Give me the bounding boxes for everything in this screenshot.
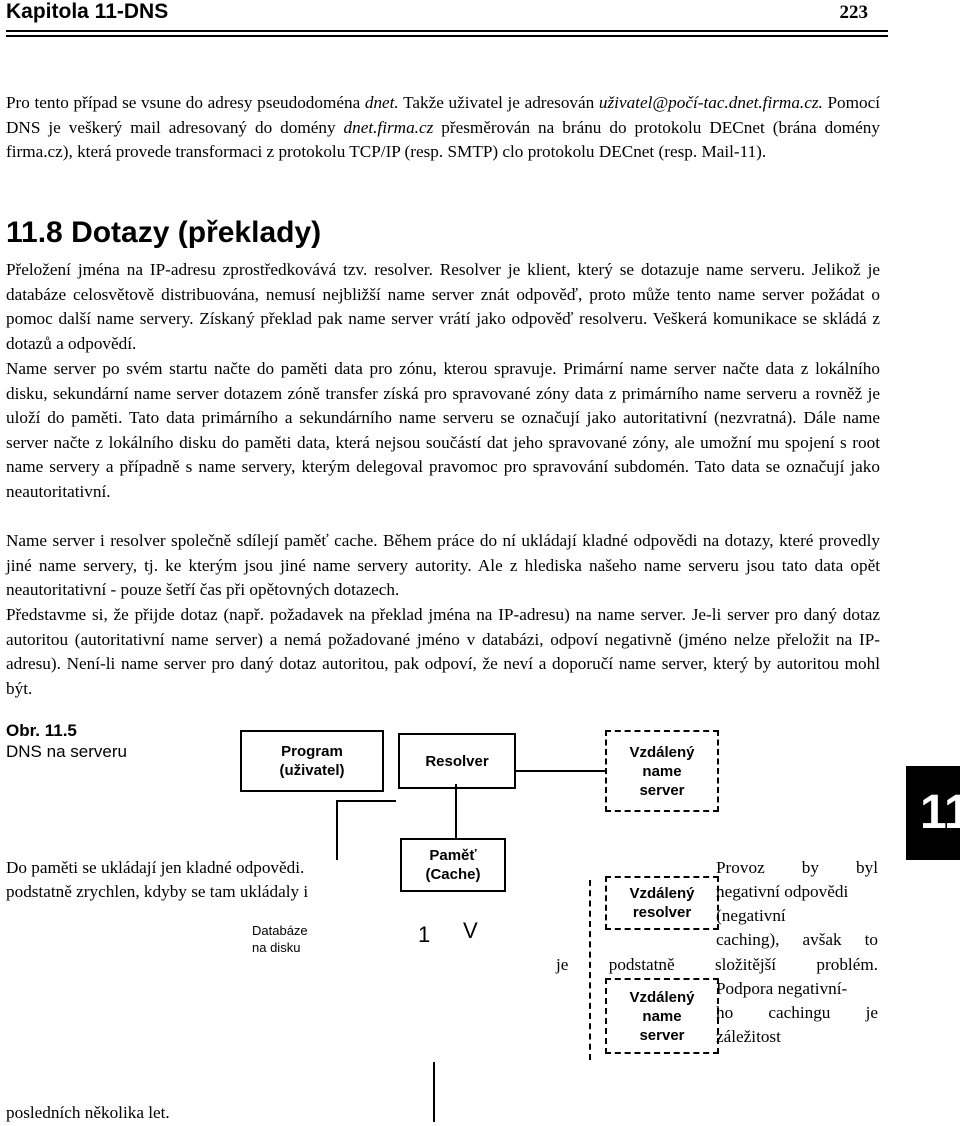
- resolver-box: Resolver: [398, 733, 516, 789]
- overlay-right-line-7: ho cachingu je: [716, 1003, 878, 1022]
- mark-v: V: [463, 918, 478, 943]
- line-resolver-remote: [515, 770, 605, 772]
- overlay-right-line-6: Podpora negativní-: [716, 979, 848, 998]
- figure-caption: DNS na serveru: [6, 742, 127, 761]
- overlay-left-line-1: Do paměti se ukládají jen kladné odpovědi.: [6, 858, 305, 877]
- program-user-box: Program (uživatel): [240, 730, 384, 792]
- line-program-down: [336, 800, 338, 860]
- page-number: 223: [839, 2, 868, 23]
- remote-name-server-bottom-box: Vzdálený name server: [605, 978, 719, 1054]
- section-heading: 11.8 Dotazy (překlady): [6, 216, 322, 249]
- header-rule: [6, 30, 888, 37]
- paragraph-resolver: Přeložení jména na IP-adresu zprostředkovává tzv. resolver. Resolver je klient, který se dotazuje name serveru. Jelikož je databáze celosvětově distribuována, nemusí nejbližší name server znát odpověď, proto může tento name server požádat o pomoc další name servery. Získaný překlad pak name server vrátí jako odpověď resolveru. Veškerá komunikace se skládá z dotazů a odpovědí.: [6, 260, 880, 353]
- intro-paragraph: Pro tento případ se vsune do adresy pseudodoména dnet. Takže uživatel je adresován uživatel@počí-tac.dnet.firma.cz. Pomocí DNS je veškerý mail adresovaný do domény dnet.firma.cz přesměrován na bránu do protokolu DECnet (brána domény firma.cz), která provede transformaci z protokolu TCP/IP (resp. SMTP) clo protokolu DECnet (resp. Mail-11).: [6, 93, 880, 162]
- overlay-right-line-3: (negativní: [716, 906, 786, 925]
- paragraph-query: Představme si, že přijde dotaz (např. požadavek na překlad jména na IP-adresu) na name server. Je-li server pro daný dotaz autoritou (autoritativní name server) a nemá požadované jméno v databázi, odpoví negativně (jméno nelze přeložit na IP-adresu). Není-li name server pro daný dotaz autoritou, pak odpoví, že neví a doporučí name server, který by autoritou mohl být.: [6, 605, 880, 698]
- line-resolver-cache: [455, 784, 457, 840]
- overlay-right-line-2: negativní odpovědi: [716, 882, 849, 901]
- chapter-tab: 11: [906, 766, 960, 860]
- cache-box: Paměť (Cache): [400, 838, 506, 892]
- database-label: Databáze na disku: [252, 923, 308, 955]
- mark-one: 1: [418, 922, 431, 947]
- figure-label: [6, 720, 127, 762]
- line-bottom: [433, 1062, 435, 1122]
- overlay-right-line-8: záležitost: [716, 1027, 781, 1046]
- overlay-right-line-5: je podstatně složitější problém.: [556, 955, 878, 974]
- paragraph-name-server: Name server po svém startu načte do paměti data pro zónu, kterou spravuje. Primární name server načte data z lokálního disku, sekundární name server dotazem zóně transfer získá pro spravované zóny data z primárního name serveru a rovněž je uloží do paměti. Tato data primárního a sekundárního name serveru se označují jako autoritativní (nezvratná). Dále name server načte z lokálního disku do paměti data, která nejsou součástí dat jeho spravované zóny, ale umožní mu spojení s root name servery a případně s name servery, kterým delegoval pravomoc pro spravování subdomén. Tato data se označují jako neautoritativní.: [6, 359, 880, 501]
- paragraph-cache: Name server i resolver společně sdílejí paměť cache. Během práce do ní ukládají kladné odpovědi na dotazy, které provedly jiné name servery, tj. ke kterým jsou jiné name servery autority. Ale z hlediska našeho name serveru jsou tato data opět neautoritativní - pouze šetří čas při opětovných dotazech.: [6, 531, 880, 600]
- overlay-right-line-1: Provoz by byl: [716, 858, 878, 877]
- overlay-right-line-4: caching), avšak to: [716, 930, 878, 949]
- figure-number: Obr. 11.5: [6, 721, 77, 740]
- overlay-left-line-2: podstatně zrychlen, kdyby se tam ukládaly i: [6, 882, 309, 901]
- chapter-title: Kapitola 11-DNS: [6, 0, 169, 23]
- overlay-bottom-line: posledních několika let.: [6, 1103, 170, 1122]
- remote-resolver-box: Vzdálený resolver: [605, 876, 719, 930]
- remote-name-server-top-box: Vzdálený name server: [605, 730, 719, 812]
- line-program-resolver: [336, 800, 396, 802]
